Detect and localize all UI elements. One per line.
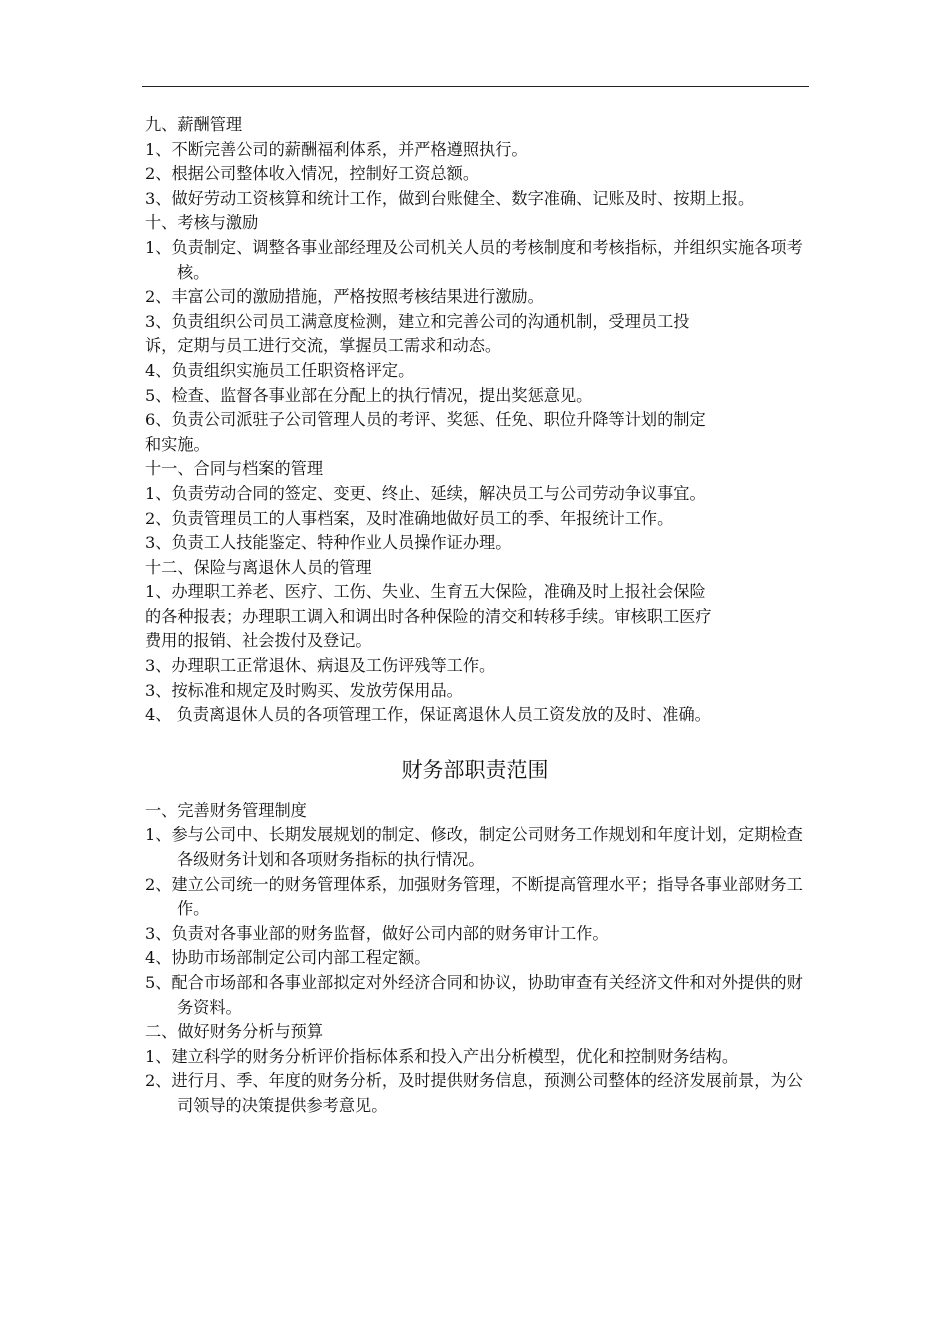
list-item: 3、负责对各事业部的财务监督，做好公司内部的财务审计工作。 bbox=[145, 923, 609, 943]
section-heading-salary: 九、薪酬管理 bbox=[145, 115, 243, 134]
list-item: 2、建立公司统一的财务管理体系，加强财务管理，不断提高管理水平；指导各事业部财务工作。 bbox=[145, 874, 803, 919]
list-item: 4、 负责离退休人员的各项管理工作，保证离退休人员工资发放的及时、准确。 bbox=[145, 705, 711, 725]
list-item: 1、参与公司中、长期发展规划的制定、修改，制定公司财务工作规划和年度计划，定期检查各级财务计划和各项财务指标的执行情况。 bbox=[145, 825, 803, 870]
list-item: 1、建立科学的财务分析评价指标体系和投入产出分析模型，优化和控制财务结构。 bbox=[145, 1046, 739, 1066]
list-item: 1、负责制定、调整各事业部经理及公司机关人员的考核制度和考核指标，并组织实施各项考核。 bbox=[145, 237, 803, 282]
list-item: 3、办理职工正常退休、病退及工伤评残等工作。 bbox=[145, 656, 496, 676]
list-item: 1、不断完善公司的薪酬福利体系，并严格遵照执行。 bbox=[145, 139, 528, 159]
section-heading-insurance: 十二、保险与离退休人员的管理 bbox=[145, 557, 372, 577]
page-title: 财务部职责范围 bbox=[401, 757, 549, 782]
list-item-continuation: 和实施。 bbox=[145, 434, 210, 454]
list-item-continuation: 的各种报表；办理职工调入和调出时各种保险的清交和转移手续。审核职工医疗 bbox=[145, 606, 712, 626]
header-rule bbox=[142, 86, 809, 87]
list-item: 4、负责组织实施员工任职资格评定。 bbox=[145, 360, 415, 380]
list-item: 2、根据公司整体收入情况，控制好工资总额。 bbox=[145, 164, 480, 184]
list-item: 2、进行月、季、年度的财务分析，及时提供财务信息，预测公司整体的经济发展前景，为公司领导的决策提供参考意见。 bbox=[145, 1071, 803, 1115]
list-item: 2、负责管理员工的人事档案，及时准确地做好员工的季、年报统计工作。 bbox=[145, 508, 674, 528]
section-heading-finance-analysis: 二、做好财务分析与预算 bbox=[145, 1022, 324, 1042]
list-item-continuation: 诉，定期与员工进行交流，掌握员工需求和动态。 bbox=[145, 336, 502, 356]
list-item: 3、按标准和规定及时购买、发放劳保用品。 bbox=[145, 680, 463, 700]
list-item: 1、办理职工养老、医疗、工伤、失业、生育五大保险，准确及时上报社会保险 bbox=[145, 582, 706, 602]
list-item: 5、检查、监督各事业部在分配上的执行情况，提出奖惩意见。 bbox=[145, 385, 593, 405]
section-heading-finance-system: 一、完善财务管理制度 bbox=[145, 800, 307, 820]
list-item: 3、负责工人技能鉴定、特种作业人员操作证办理。 bbox=[145, 533, 512, 553]
list-item: 5、配合市场部和各事业部拟定对外经济合同和协议，协助审查有关经济文件和对外提供的财务资料。 bbox=[145, 973, 803, 1017]
document-body bbox=[145, 113, 805, 1119]
section-heading-contracts: 十一、合同与档案的管理 bbox=[145, 459, 324, 479]
list-item: 3、做好劳动工资核算和统计工作，做到台账健全、数字准确、记账及时、按期上报。 bbox=[145, 188, 755, 208]
list-item: 2、丰富公司的激励措施，严格按照考核结果进行激励。 bbox=[145, 287, 544, 307]
list-item: 4、协助市场部制定公司内部工程定额。 bbox=[145, 948, 431, 968]
section-heading-assessment: 十、考核与激励 bbox=[145, 213, 259, 233]
list-item: 3、负责组织公司员工满意度检测，建立和完善公司的沟通机制，受理员工投 bbox=[145, 311, 690, 331]
list-item: 1、负责劳动合同的签定、变更、终止、延续，解决员工与公司劳动争议事宜。 bbox=[145, 483, 706, 503]
list-item: 6、负责公司派驻子公司管理人员的考评、奖惩、任免、职位升降等计划的制定 bbox=[145, 410, 706, 430]
list-item-continuation: 费用的报销、社会拨付及登记。 bbox=[145, 631, 372, 651]
